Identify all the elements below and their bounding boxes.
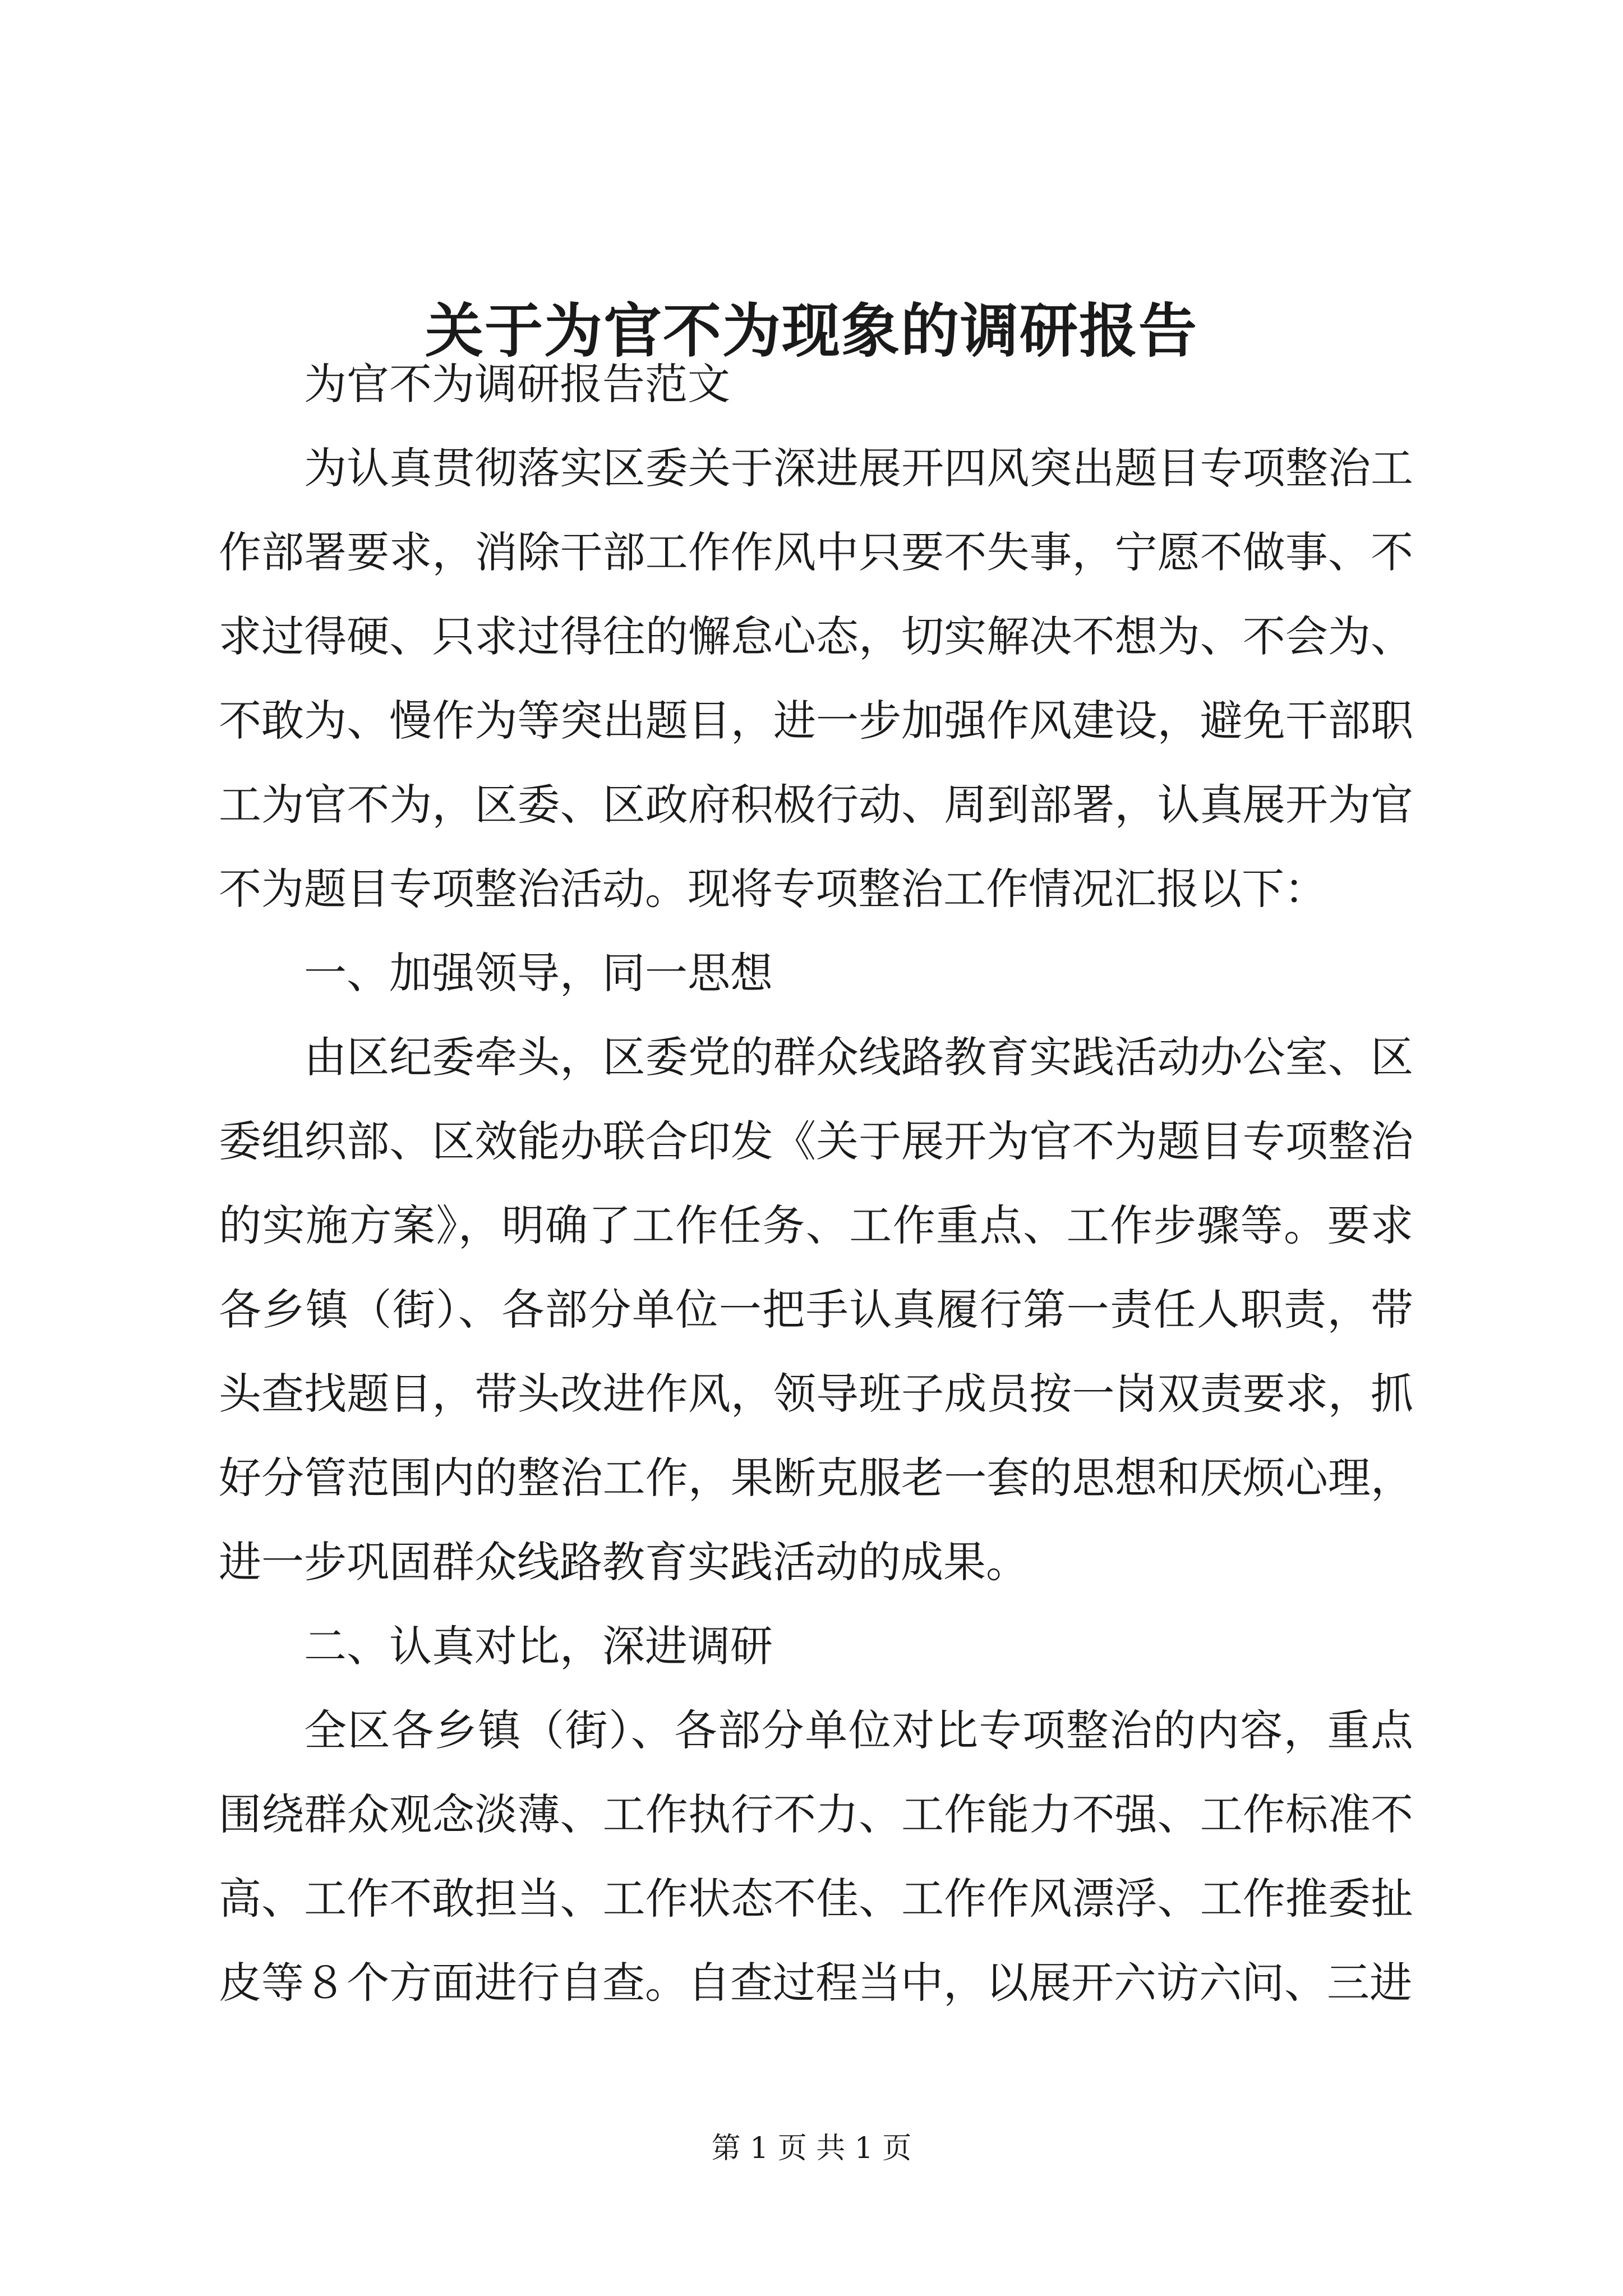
document-title: 关于为官不为现象的调研报告 [425,296,1198,365]
section-2-paragraph: 全区各乡镇（街）、各部分单位对比专项整治的内容，重点围绕群众观念淡薄、工作执行不力、工作能力不强、工作标准不高、工作不敢担当、工作状态不佳、工作作风漂浮、工作推委扯皮等８个方面进行自查。自查过程当中，以展开六访六问、三进 [219,1705,1413,2008]
section-heading-2: 二、认真对比，深进调研 [304,1621,773,1671]
section-heading-1: 一、加强领导，同一思想 [304,948,773,998]
section-1-paragraph: 由区纪委牵头，区委党的群众线路教育实践活动办公室、区委组织部、区效能办联合印发《关于展开为官不为题目专项整治的实施方案》，明确了工作任务、工作重点、工作步骤等。要求各乡镇（街）、各部分单位一把手认真履行第一责任人职责，带头查找题目，带头改进作风，领导班子成员按一岗双责要求，抓好分管范围内的整治工作，果断克服老一套的思想和厌烦心理，进一步巩固群众线路教育实践活动的成果。 [219,1032,1413,1587]
intro-paragraph: 为认真贯彻落实区委关于深进展开四风突出题目专项整治工作部署要求，消除干部工作作风中只要不失事，宁愿不做事、不求过得硬、只求过得往的懈怠心态，切实解决不想为、不会为、不敢为、慢作为等突出题目，进一步加强作风建设，避免干部职工为官不为，区委、区政府积极行动、周到部署，认真展开为官不为题目专项整治活动。现将专项整治工作情况汇报以下： [219,443,1413,914]
subtitle-paragraph: 为官不为调研报告范文 [304,359,730,409]
document-body [219,342,1413,2025]
page-footer: 第 1 页 共 1 页 [711,2132,912,2165]
